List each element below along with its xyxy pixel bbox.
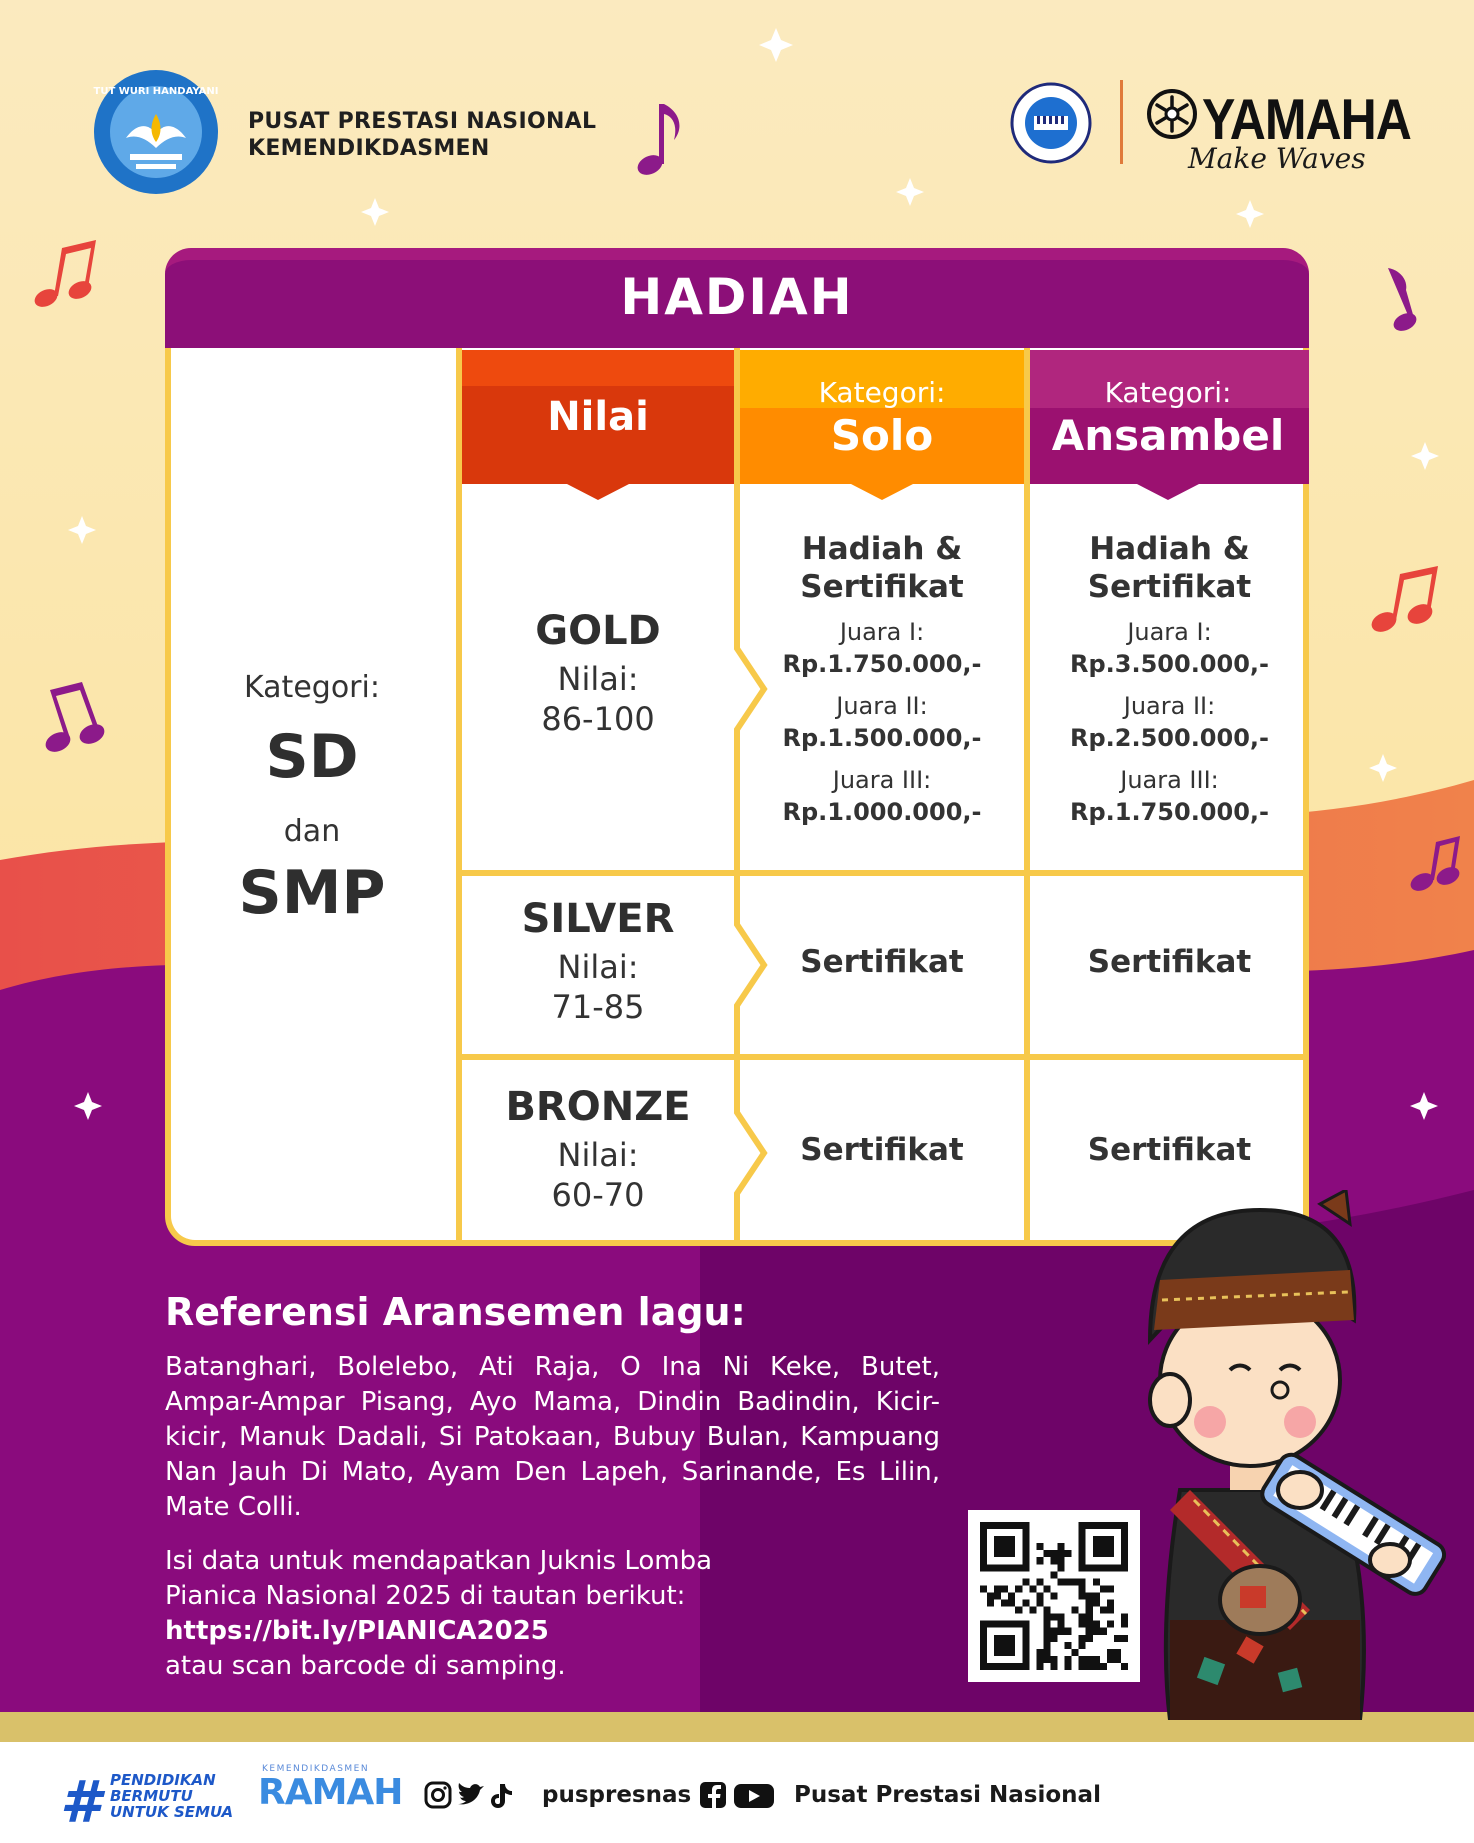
org-name-line1: PUSAT PRESTASI NASIONAL [248, 109, 597, 134]
prize-card [165, 248, 1309, 1246]
footer-org-name[interactable]: Pusat Prestasi Nasional [794, 1782, 1101, 1808]
youtube-icon[interactable] [734, 1784, 774, 1808]
hashtag-icon: # [60, 1768, 101, 1836]
reference-title: Referensi Aransemen lagu: [165, 1290, 746, 1334]
kategori-label: Kategori: [244, 670, 380, 705]
ramah-logo: RAMAH [258, 1772, 403, 1813]
gold-solo-cell [740, 530, 1024, 828]
school-category [165, 348, 459, 1246]
card-title: HADIAH [620, 268, 854, 326]
juara2-amount: Rp.1.500.000,- [782, 724, 982, 752]
qr-code-pattern [980, 1522, 1128, 1670]
info-text [165, 1544, 712, 1684]
solo-label: Solo [830, 411, 934, 460]
facebook-icon[interactable] [700, 1782, 726, 1808]
nilai-range: 71-85 [551, 988, 645, 1026]
nilai-column-header [459, 352, 737, 482]
row-arrow-icon [734, 644, 768, 734]
juara1-label: Juara I: [1127, 618, 1212, 646]
info-line: Isi data untuk mendapatkan Juknis Lomba [165, 1546, 713, 1576]
juknis-link[interactable]: https://bit.ly/PIANICA2025 [165, 1616, 549, 1646]
ansambel-kategori-label: Kategori: [1104, 376, 1232, 409]
ansambel-column-header [1027, 352, 1309, 482]
bronze-grade-cell [462, 1084, 734, 1214]
ansambel-label: Ansambel [1051, 411, 1285, 460]
juara2-label: Juara II: [836, 692, 928, 720]
hashtag-line: BERMUTU [110, 1787, 193, 1805]
row-arrow-icon [734, 920, 768, 1010]
info-line: Pianica Nasional 2025 di tautan berikut: [165, 1581, 686, 1611]
yamaha-emblem-icon [1146, 88, 1198, 140]
pianica-boy-illustration [1110, 1190, 1450, 1720]
info-line: atau scan barcode di samping. [165, 1651, 566, 1681]
juara2-amount: Rp.2.500.000,- [1070, 724, 1269, 752]
juara1-amount: Rp.1.750.000,- [782, 650, 982, 678]
nilai-range: 86-100 [541, 700, 655, 738]
ramah-small-label: KEMENDIKDASMEN [262, 1764, 370, 1774]
grid-line [456, 870, 1309, 876]
row-arrow-icon [734, 1108, 768, 1198]
footer [0, 1742, 1474, 1843]
yamaha-logo [1146, 86, 1411, 186]
solo-column-header [737, 352, 1027, 482]
silver-ansambel-cell: Sertifikat [1087, 944, 1252, 980]
silver-solo-cell: Sertifikat [800, 944, 964, 980]
grade-gold: GOLD [535, 608, 661, 654]
org-name-line2: KEMENDIKDASMEN [248, 136, 490, 161]
juara3-amount: Rp.1.750.000,- [1070, 798, 1269, 826]
gold-grade-cell [462, 608, 734, 738]
reference-songs: Batanghari, Bolelebo, Ati Raja, O Ina Ni Keke, Butet, Ampar-Ampar Pisang, Ayo Mama, Dindin Badindin, Kicir-kicir, Manuk Dadali, Si Patokaan, Bubuy Bulan, Kampuang Nan Jauh Di Mato, Ayam Den Lapeh, Sarinande, Es Lilin, Mate Colli. [165, 1352, 940, 1522]
hashtag-line: PENDIDIKAN [110, 1771, 216, 1789]
header-divider [1120, 80, 1123, 164]
solo-kategori-label: Kategori: [818, 376, 946, 409]
juara3-label: Juara III: [1120, 766, 1219, 794]
svg-text:TUT WURI HANDAYANI: TUT WURI HANDAYANI [93, 86, 219, 97]
hashtag-line: UNTUK SEMUA [110, 1803, 234, 1821]
grid-line [456, 1054, 1309, 1060]
silver-grade-cell [462, 896, 734, 1026]
yamaha-tagline: Make Waves [1188, 142, 1366, 175]
juara3-amount: Rp.1.000.000,- [782, 798, 982, 826]
prize-heading: Sertifikat [1087, 569, 1252, 605]
org-name [248, 108, 596, 162]
grade-silver: SILVER [521, 896, 675, 942]
nilai-label: Nilai: [557, 948, 639, 986]
level-conj: dan [283, 814, 341, 849]
nilai-label: Nilai: [557, 660, 639, 698]
social-icons-right [698, 1780, 776, 1810]
twitter-icon[interactable] [458, 1783, 484, 1804]
bronze-solo-cell: Sertifikat [800, 1132, 964, 1168]
prize-heading: Hadiah & [1089, 531, 1250, 567]
nilai-range: 60-70 [551, 1176, 645, 1214]
grade-bronze: BRONZE [505, 1084, 691, 1130]
instagram-icon[interactable] [426, 1783, 450, 1807]
nilai-label: Nilai: [557, 1136, 639, 1174]
hashtag-text [110, 1772, 233, 1820]
prize-heading: Sertifikat [800, 569, 964, 605]
juara2-label: Juara II: [1123, 692, 1216, 720]
yamaha-word: YAMAHA [1202, 87, 1411, 152]
juara1-label: Juara I: [839, 618, 925, 646]
prize-heading: Hadiah & [801, 531, 963, 567]
tiktok-icon[interactable] [491, 1784, 512, 1808]
juara3-label: Juara III: [832, 766, 932, 794]
nilai-column-label: Nilai [547, 394, 649, 440]
level-smp: SMP [238, 858, 386, 928]
social-handle[interactable]: puspresnas [542, 1782, 692, 1808]
level-sd: SD [265, 722, 359, 792]
juara1-amount: Rp.3.500.000,- [1070, 650, 1269, 678]
kemdikbud-logo [92, 68, 220, 196]
apsmi-logo [1010, 82, 1092, 164]
bronze-ansambel-cell: Sertifikat [1087, 1132, 1252, 1168]
social-icons-left [424, 1780, 524, 1810]
gold-ansambel-cell [1030, 530, 1309, 828]
